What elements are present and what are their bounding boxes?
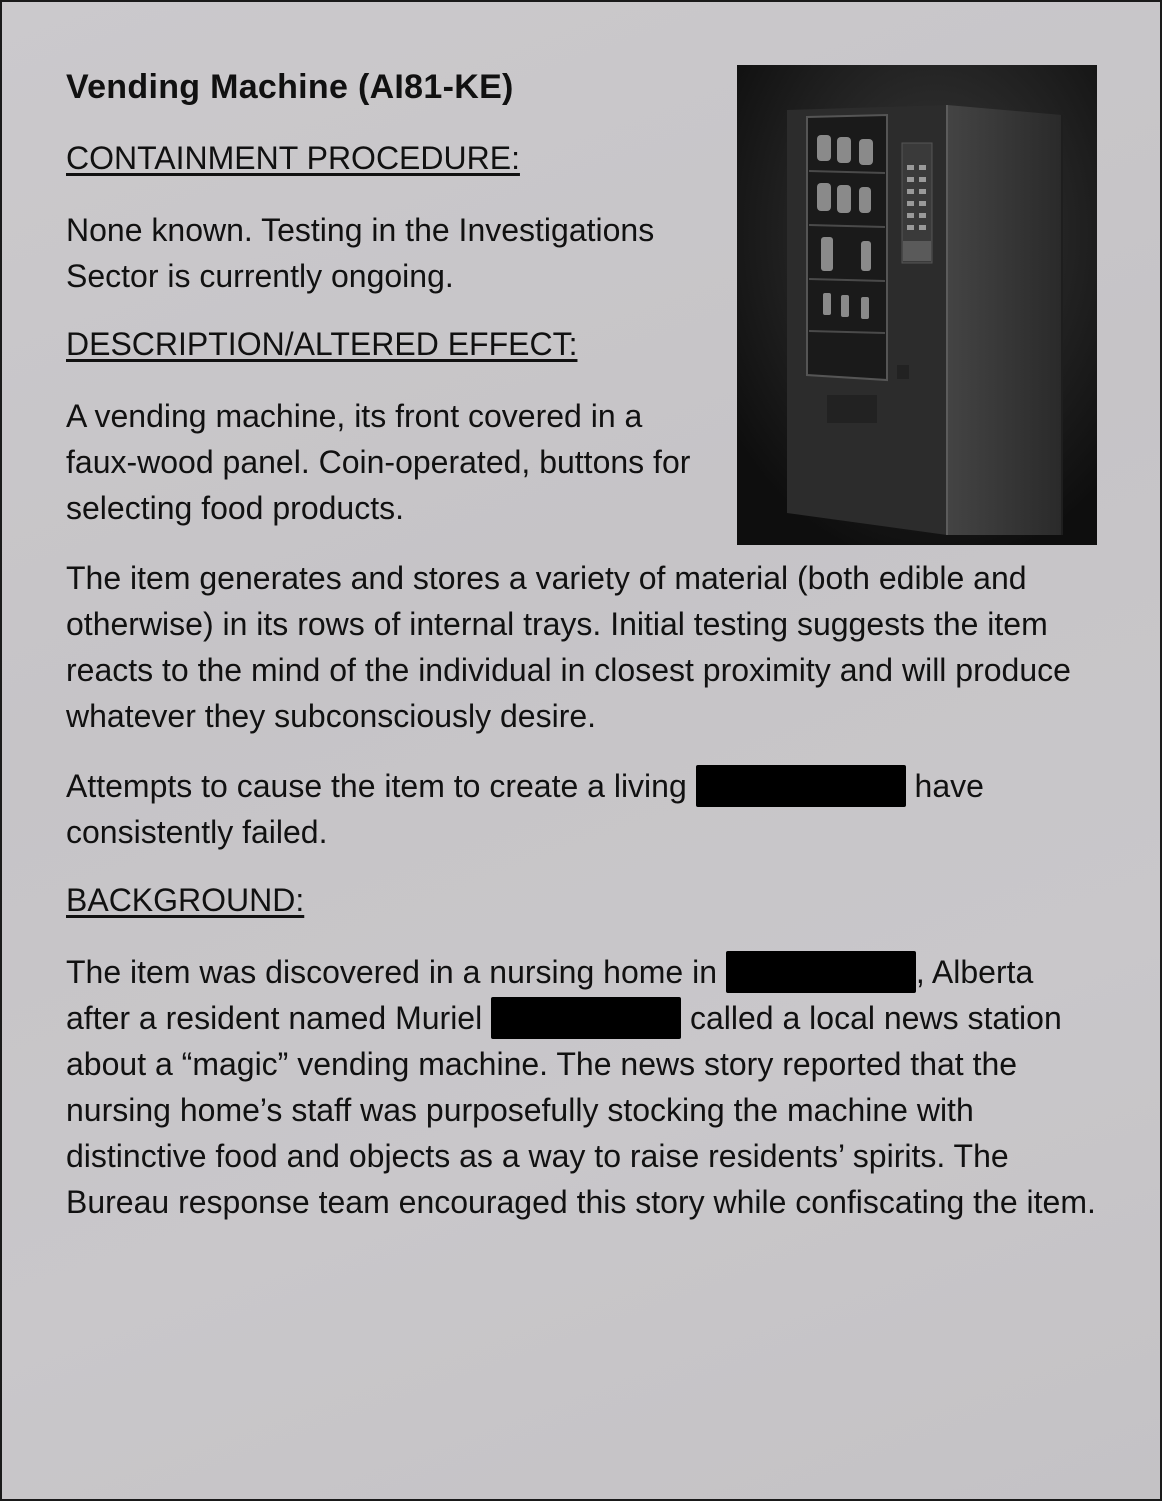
background-heading: BACKGROUND: <box>66 882 305 918</box>
background-text-part-1: The item was discovered in a nursing home in <box>66 954 726 990</box>
description-text-after-redaction: have consistently failed. <box>66 768 984 850</box>
background-text-part-3: called a local news station about a “magic” vending machine. The news story reported that the nursing home’s staff was purposefully stocking the machine with distinctive food and objects as a way to raise residents’ spirits. The Bureau response team encouraged this story while confiscating the item. <box>66 1000 1096 1220</box>
redaction-bar <box>696 765 906 807</box>
background-paragraph <box>66 949 1106 1225</box>
description-paragraph-1: A vending machine, its front covered in a faux-wood panel. Coin-operated, buttons for selecting food products. <box>66 398 691 526</box>
containment-heading: CONTAINMENT PROCEDURE: <box>66 140 520 176</box>
background-text-part-2: , Alberta after a resident named Muriel <box>66 954 1034 1036</box>
page-title: Vending Machine (AI81-KE) <box>66 68 514 106</box>
containment-text: None known. Testing in the Investigations Sector is currently ongoing. <box>66 212 655 294</box>
description-paragraph-3 <box>66 763 1106 855</box>
redaction-bar-surname <box>491 997 681 1039</box>
description-heading: DESCRIPTION/ALTERED EFFECT: <box>66 326 578 362</box>
description-paragraph-2: The item generates and stores a variety of material (both edible and otherwise) in its rows of internal trays. Initial testing suggests the item reacts to the mind of the individual in closest proximity and will produce whatever they subconsciously desire. <box>66 560 1071 734</box>
description-text-before-redaction: Attempts to cause the item to create a living <box>66 768 696 804</box>
vending-machine-photo <box>737 65 1097 545</box>
redaction-bar-location <box>726 951 916 993</box>
